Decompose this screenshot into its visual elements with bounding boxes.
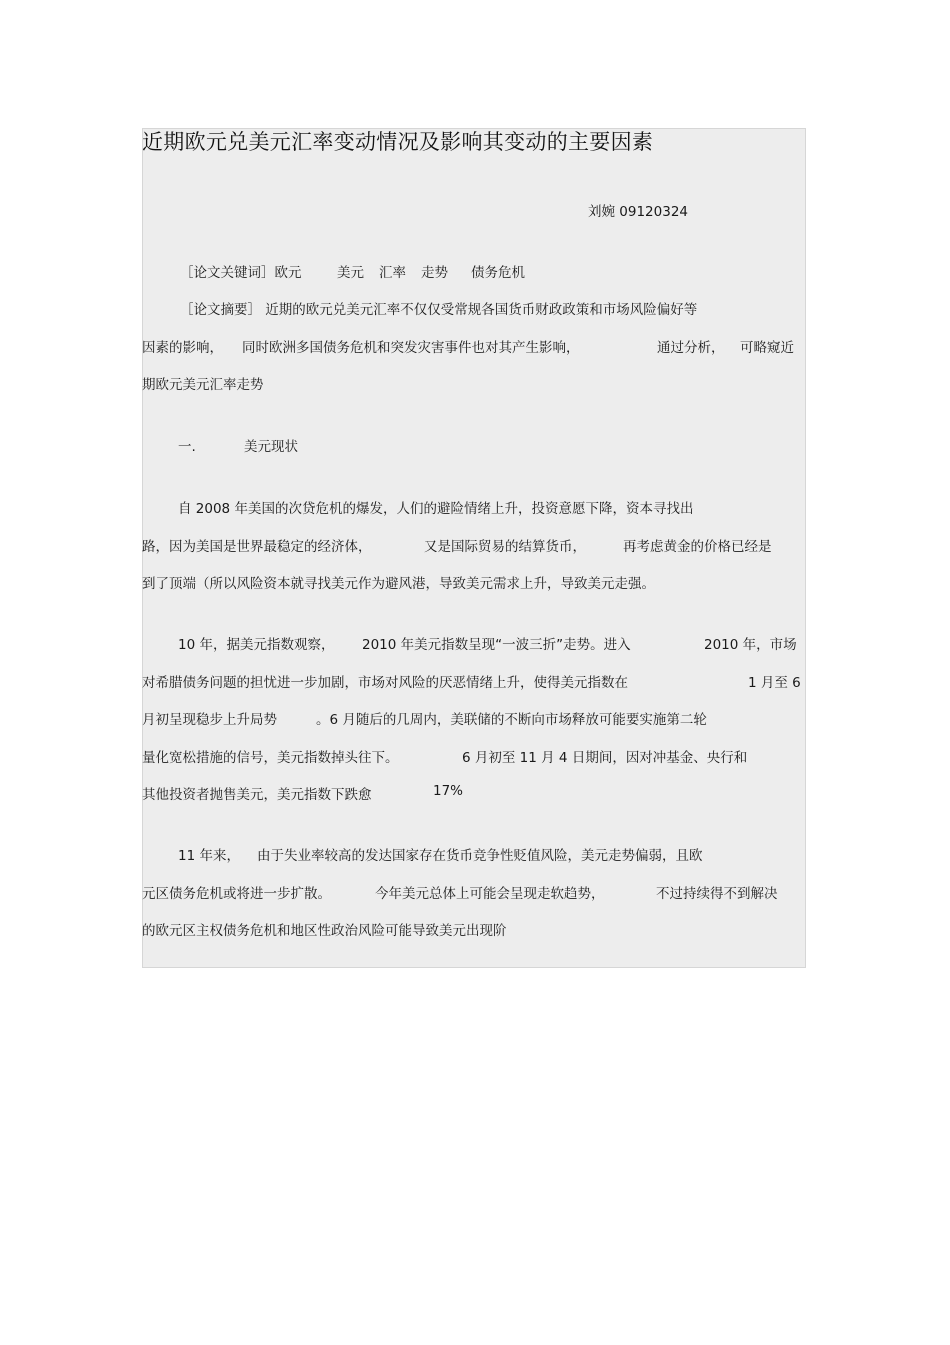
author-line: 刘婉 09120324	[588, 204, 689, 220]
abstract-seg: 因素的影响，	[142, 340, 223, 356]
para-seg: 对希腊债务问题的担忧进一步加剧，市场对风险的厌恶情绪上升，使得美元指数在	[142, 675, 628, 691]
para-seg: 又是国际贸易的结算货币，	[424, 539, 586, 555]
keyword-usd: 美元	[337, 265, 364, 281]
keyword-debt-crisis: 债务危机	[471, 265, 525, 281]
keyword-trend: 走势	[421, 265, 448, 281]
section-title: 美元现状	[244, 439, 298, 455]
para-seg: 路，因为美国是世界最稳定的经济体，	[142, 539, 372, 555]
abstract-seg: 同时欧洲多国债务危机和突发灾害事件也对其产生影响，	[242, 340, 580, 356]
para-seg: 2010 年美元指数呈现“一波三折”走势。进入	[362, 637, 631, 653]
para-seg: 由于失业率较高的发达国家存在货币竞争性贬值风险，美元走势偏弱，且欧	[257, 848, 703, 864]
abstract-seg: 可略窥近	[740, 340, 794, 356]
para-seg: 不过持续得不到解决	[656, 886, 778, 902]
document-title: 近期欧元兑美元汇率变动情况及影响其变动的主要因素	[142, 130, 654, 154]
abstract-line-3: 期欧元美元汇率走势	[142, 377, 264, 393]
para-seg: 17%	[433, 783, 464, 799]
keywords-label: ［论文关键词］欧元	[180, 265, 302, 281]
para-seg: 6 月初至 11 月 4 日期间，因对冲基金、央行和	[462, 750, 748, 766]
para-seg: 量化宽松措施的信号，美元指数掉头往下。	[142, 750, 399, 766]
para-seg: 元区债务危机或将进一步扩散。	[142, 886, 331, 902]
para-seg: 2010 年，市场	[704, 637, 797, 653]
abstract-line-1: ［论文摘要］ 近期的欧元兑美元汇率不仅仅受常规各国货币财政政策和市场风险偏好等	[180, 302, 698, 318]
para-seg: 今年美元总体上可能会呈现走软趋势，	[375, 886, 605, 902]
para1-line-3: 到了顶端（所以风险资本就寻找美元作为避风港，导致美元需求上升，导致美元走强。	[142, 576, 655, 592]
para3-line-3: 的欧元区主权债务危机和地区性政治风险可能导致美元出现阶	[142, 923, 507, 939]
para-seg: 月初呈现稳步上升局势	[142, 712, 277, 728]
para1-line-1: 自 2008 年美国的次贷危机的爆发，人们的避险情绪上升，投资意愿下降，资本寻找出	[178, 501, 694, 517]
keyword-exchange-rate: 汇率	[379, 265, 406, 281]
abstract-seg: 通过分析，	[657, 340, 725, 356]
para-seg: 。6 月随后的几周内，美联储的不断向市场释放可能要实施第二轮	[316, 712, 707, 728]
para-seg: 10 年，据美元指数观察，	[178, 637, 335, 653]
para-seg: 1 月至 6	[748, 675, 801, 691]
section-number: 一.	[178, 439, 196, 455]
para-seg: 再考虑黄金的价格已经是	[623, 539, 772, 555]
para-seg: 11 年来，	[178, 848, 240, 864]
para-seg: 其他投资者抛售美元，美元指数下跌愈	[142, 787, 372, 803]
